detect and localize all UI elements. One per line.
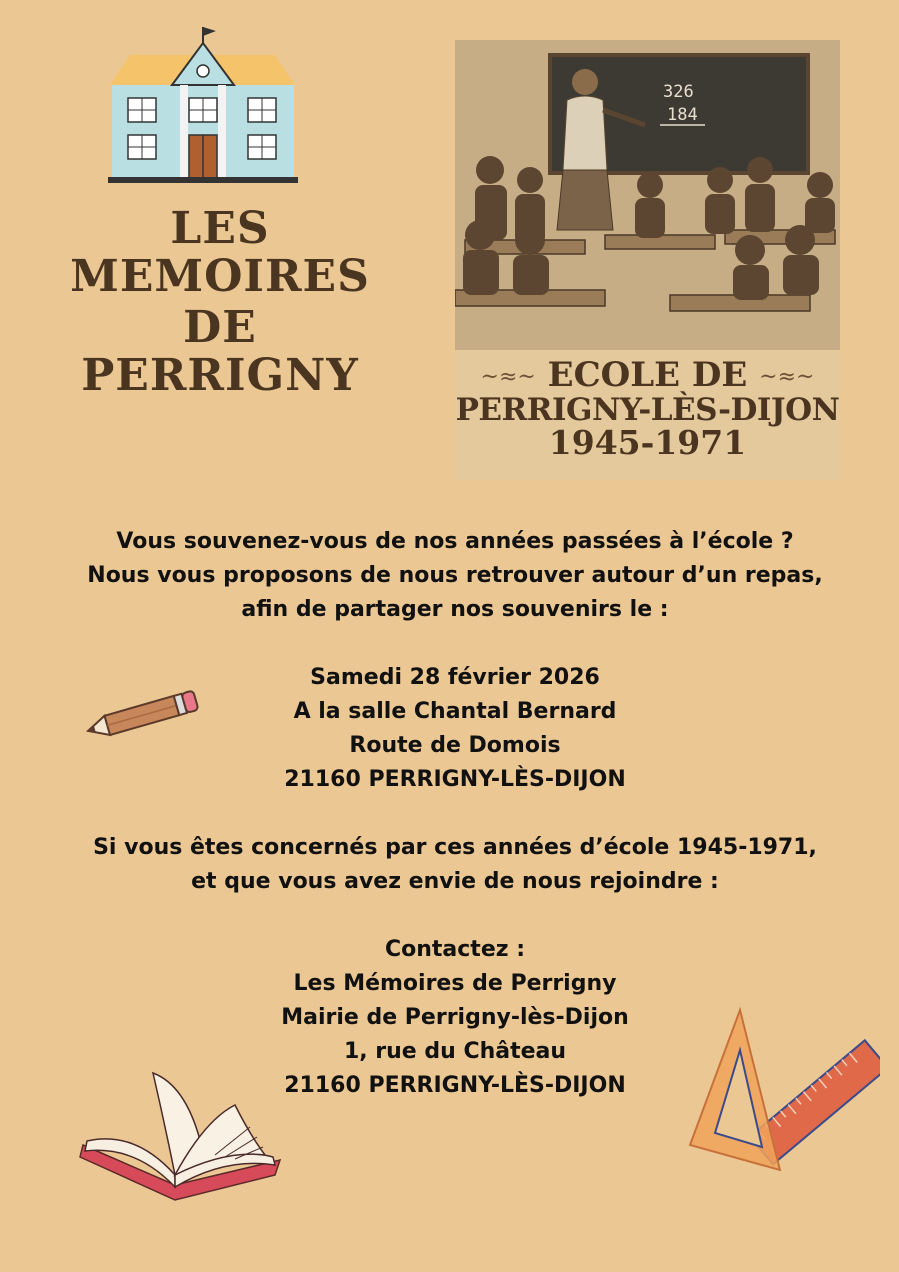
logo-title — [40, 205, 400, 401]
intro-line-3: afin de partager nos souvenirs le : — [241, 597, 669, 622]
contact-street: 1, rue du Château — [343, 1039, 567, 1064]
logo-line-2: DE PERRIGNY — [81, 301, 359, 402]
caption-line-1: ECOLE DE — [547, 355, 748, 395]
event-date: Samedi 28 février 2026 — [310, 665, 600, 690]
ornament-left-icon: ~≈~ — [480, 364, 536, 390]
contact-heading: Contactez : — [384, 937, 526, 962]
intro-line-2: Nous vous proposons de nous retrouver autour d’un repas, — [87, 563, 823, 588]
classroom-illustration — [455, 40, 840, 480]
event-street: Route de Domois — [349, 733, 561, 758]
logo-line-1: LES MEMOIRES — [70, 203, 370, 303]
contact-city: 21160 PERRIGNY-LÈS-DIJON — [284, 1073, 626, 1098]
ornament-right-icon: ~≈~ — [759, 364, 815, 390]
illustration-caption — [455, 355, 840, 463]
intro-line-1: Vous souvenez-vous de nos années passées à l’école ? — [116, 529, 794, 554]
board-number-2: 184 — [667, 105, 698, 125]
contact-mairie: Mairie de Perrigny-lès-Dijon — [281, 1005, 629, 1030]
concern-paragraph — [40, 831, 870, 899]
open-book-icon — [75, 1065, 290, 1205]
pencil-icon — [78, 688, 203, 743]
contact-org: Les Mémoires de Perrigny — [293, 971, 617, 996]
concern-line-1: Si vous êtes concernés par ces années d’école 1945-1971, — [93, 835, 817, 860]
event-venue: A la salle Chantal Bernard — [293, 699, 617, 724]
caption-line-2: PERRIGNY-LÈS-DIJON — [455, 391, 840, 428]
board-number-1: 326 — [663, 82, 694, 102]
ruler-and-set-square-icon — [680, 1005, 880, 1195]
school-house-icon — [100, 25, 305, 185]
concern-line-2: et que vous avez envie de nous rejoindre : — [191, 869, 719, 894]
classroom-scene — [455, 40, 840, 350]
event-city: 21160 PERRIGNY-LÈS-DIJON — [284, 767, 626, 792]
intro-paragraph — [40, 525, 870, 627]
caption-line-3: 1945-1971 — [548, 423, 747, 463]
